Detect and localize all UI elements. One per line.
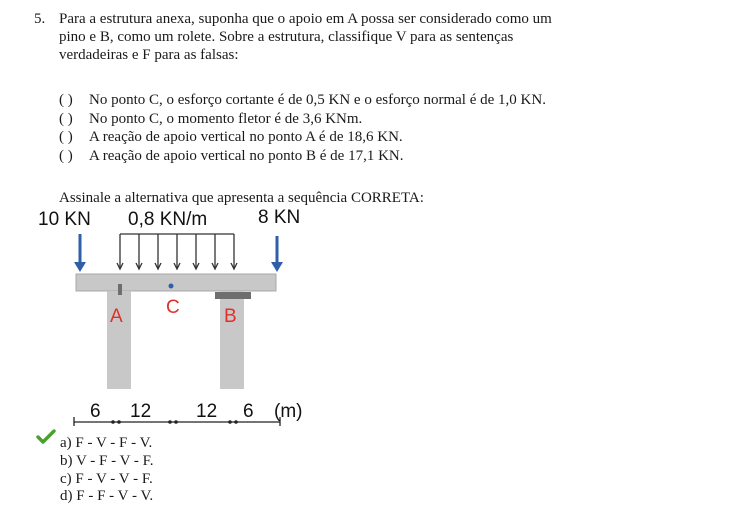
answer-letter: c): [60, 470, 72, 487]
statements-list: [59, 91, 546, 165]
load-right-label: 8 KN: [258, 207, 301, 228]
dimension-label: 6: [90, 401, 101, 422]
arrow-left-icon: [74, 234, 86, 272]
point-a-label: A: [110, 306, 123, 327]
question-line: verdadeiras e F para as falsas:: [59, 47, 239, 63]
statement-item: [59, 128, 546, 147]
statement-checkbox[interactable]: ( ): [59, 147, 73, 164]
arrow-head: [271, 262, 283, 272]
load-distributed-label: 0,8 KN/m: [128, 209, 208, 230]
answer-text: F - V - V - F.: [75, 470, 153, 487]
structure-diagram: [30, 204, 330, 434]
statement-text: A reação de apoio vertical no ponto B é de 17,1 KN.: [89, 147, 404, 164]
statement-item: [59, 110, 546, 129]
statement-item: [59, 91, 546, 110]
statement-text: No ponto C, o momento fletor é de 3,6 KNm.: [89, 110, 363, 127]
answer-text: F - V - F - V.: [75, 435, 153, 451]
answer-text: V - F - V - F.: [75, 452, 154, 469]
instruction-text: Assinale a alternativa que apresenta a sequência CORRETA:: [59, 190, 424, 206]
distributed-load-icon: [117, 234, 237, 269]
answer-option-a[interactable]: [60, 435, 154, 453]
point-c-marker: [169, 284, 174, 289]
question-line: Para a estrutura anexa, suponha que o apoio em A possa ser considerado como um: [59, 11, 552, 27]
load-left-label: 10 KN: [38, 209, 91, 230]
question-text: [59, 10, 659, 64]
answer-option-c[interactable]: [60, 471, 154, 489]
statement-checkbox[interactable]: ( ): [59, 92, 73, 108]
statement-text: A reação de apoio vertical no ponto A é de 18,6 KN.: [89, 129, 403, 145]
point-b-label: B: [224, 306, 237, 327]
answer-text: F - F - V - V.: [76, 488, 154, 505]
arrow-right-icon: [271, 236, 283, 272]
dimension-label: 12: [196, 401, 218, 422]
support-b-icon: [215, 292, 251, 299]
answer-options: [60, 435, 154, 506]
support-a-icon: [118, 284, 122, 295]
point-c-label: C: [166, 297, 180, 318]
statement-item: [59, 147, 546, 166]
answer-letter: a): [60, 435, 72, 451]
beam: [76, 274, 276, 291]
dimension-label: 6: [243, 401, 254, 422]
arrow-head: [74, 262, 86, 272]
question-number: 5.: [34, 11, 46, 27]
checkmark-icon: [36, 428, 56, 446]
statement-checkbox[interactable]: ( ): [59, 129, 73, 145]
answer-option-b[interactable]: [60, 453, 154, 471]
answer-letter: d): [60, 488, 73, 505]
dimension-label: 12: [130, 401, 152, 422]
statement-text: No ponto C, o esforço cortante é de 0,5 KN e o esforço normal é de 1,0 KN.: [89, 92, 546, 108]
dimension-unit: (m): [274, 401, 303, 422]
statement-checkbox[interactable]: ( ): [59, 110, 73, 127]
answer-option-d[interactable]: [60, 488, 154, 506]
question-line: pino e B, como um rolete. Sobre a estrutura, classifique V para as sentenças: [59, 29, 514, 45]
answer-letter: b): [60, 452, 73, 469]
